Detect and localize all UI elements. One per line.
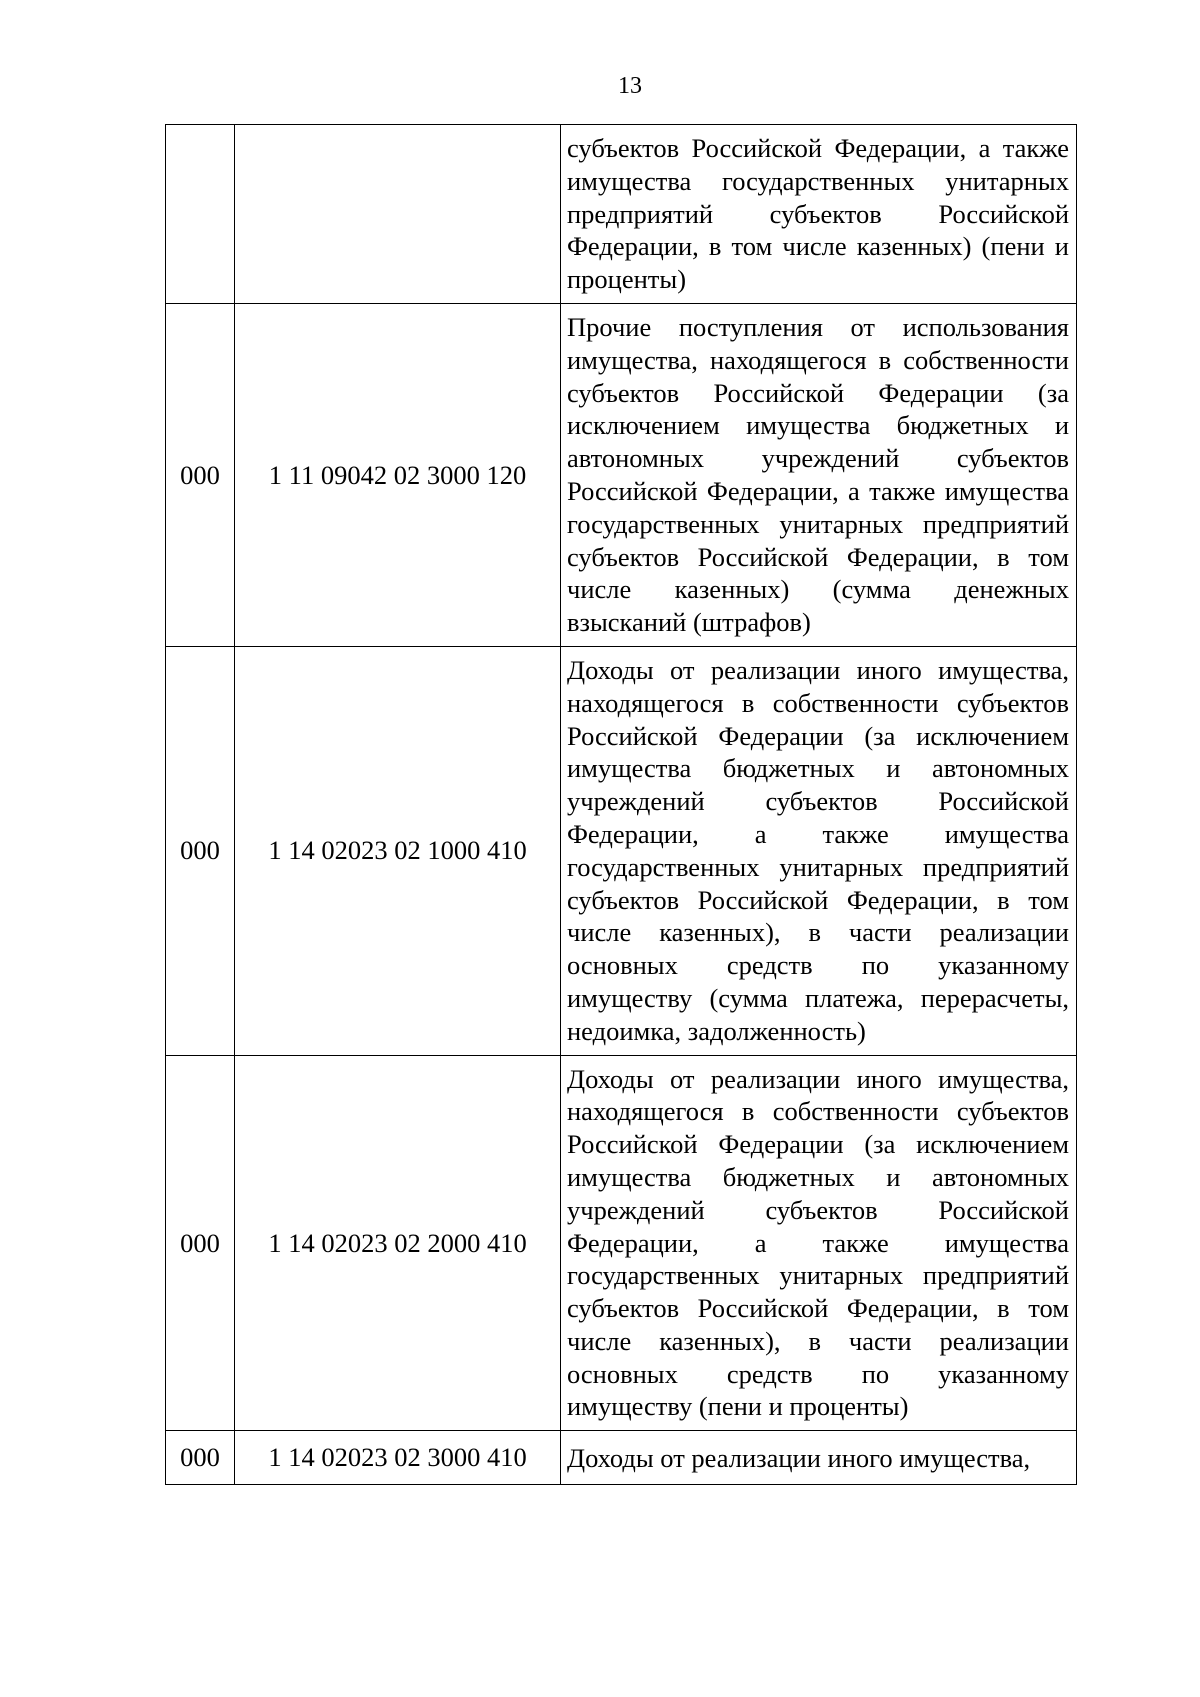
table-row (166, 1055, 1077, 1431)
budget-codes-table (165, 124, 1077, 1485)
kbk-code-cell: 1 14 02023 02 3000 410 (235, 1431, 561, 1485)
description-cell: субъектов Российской Федерации, а также имущества государственных унитарных предприятий субъектов Российской Федерации, в том числе казенных) (пени и проценты) (561, 125, 1077, 304)
kbk-code-cell: 1 14 02023 02 1000 410 (235, 646, 561, 1055)
page-number: 13 (618, 73, 642, 99)
description-cell: Доходы от реализации иного имущества, находящегося в собственности субъектов Российской Федерации (за исключением имущества бюджетных и автономных учреждений субъектов Российской Федерации, а также имущества государственных унитарных предприятий субъектов Российской Федерации, в том числе казенных), в части реализации основных средств по указанному имуществу (пени и проценты) (561, 1055, 1077, 1431)
table-row (166, 303, 1077, 646)
table-row (166, 1431, 1077, 1485)
kbk-code-cell (235, 125, 561, 304)
kbk-code-cell: 1 14 02023 02 2000 410 (235, 1055, 561, 1431)
admin-code-cell: 000 (166, 646, 235, 1055)
admin-code-cell: 000 (166, 303, 235, 646)
admin-code-cell: 000 (166, 1055, 235, 1431)
description-cell: Доходы от реализации иного имущества, (561, 1431, 1077, 1485)
description-cell: Доходы от реализации иного имущества, находящегося в собственности субъектов Российской Федерации (за исключением имущества бюджетных и автономных учреждений субъектов Российской Федерации, а также имущества государственных унитарных предприятий субъектов Российской Федерации, в том числе казенных), в части реализации основных средств по указанному имуществу (сумма платежа, перерасчеты, недоимка, задолженность) (561, 646, 1077, 1055)
table-row (166, 646, 1077, 1055)
kbk-code-cell: 1 11 09042 02 3000 120 (235, 303, 561, 646)
admin-code-cell (166, 125, 235, 304)
admin-code-cell: 000 (166, 1431, 235, 1485)
description-cell: Прочие поступления от использования имущества, находящегося в собственности субъектов Российской Федерации (за исключением имущества бюджетных и автономных учреждений субъектов Российской Федерации, а также имущества государственных унитарных предприятий субъектов Российской Федерации, в том числе казенных) (сумма денежных взысканий (штрафов) (561, 303, 1077, 646)
table-row (166, 125, 1077, 304)
